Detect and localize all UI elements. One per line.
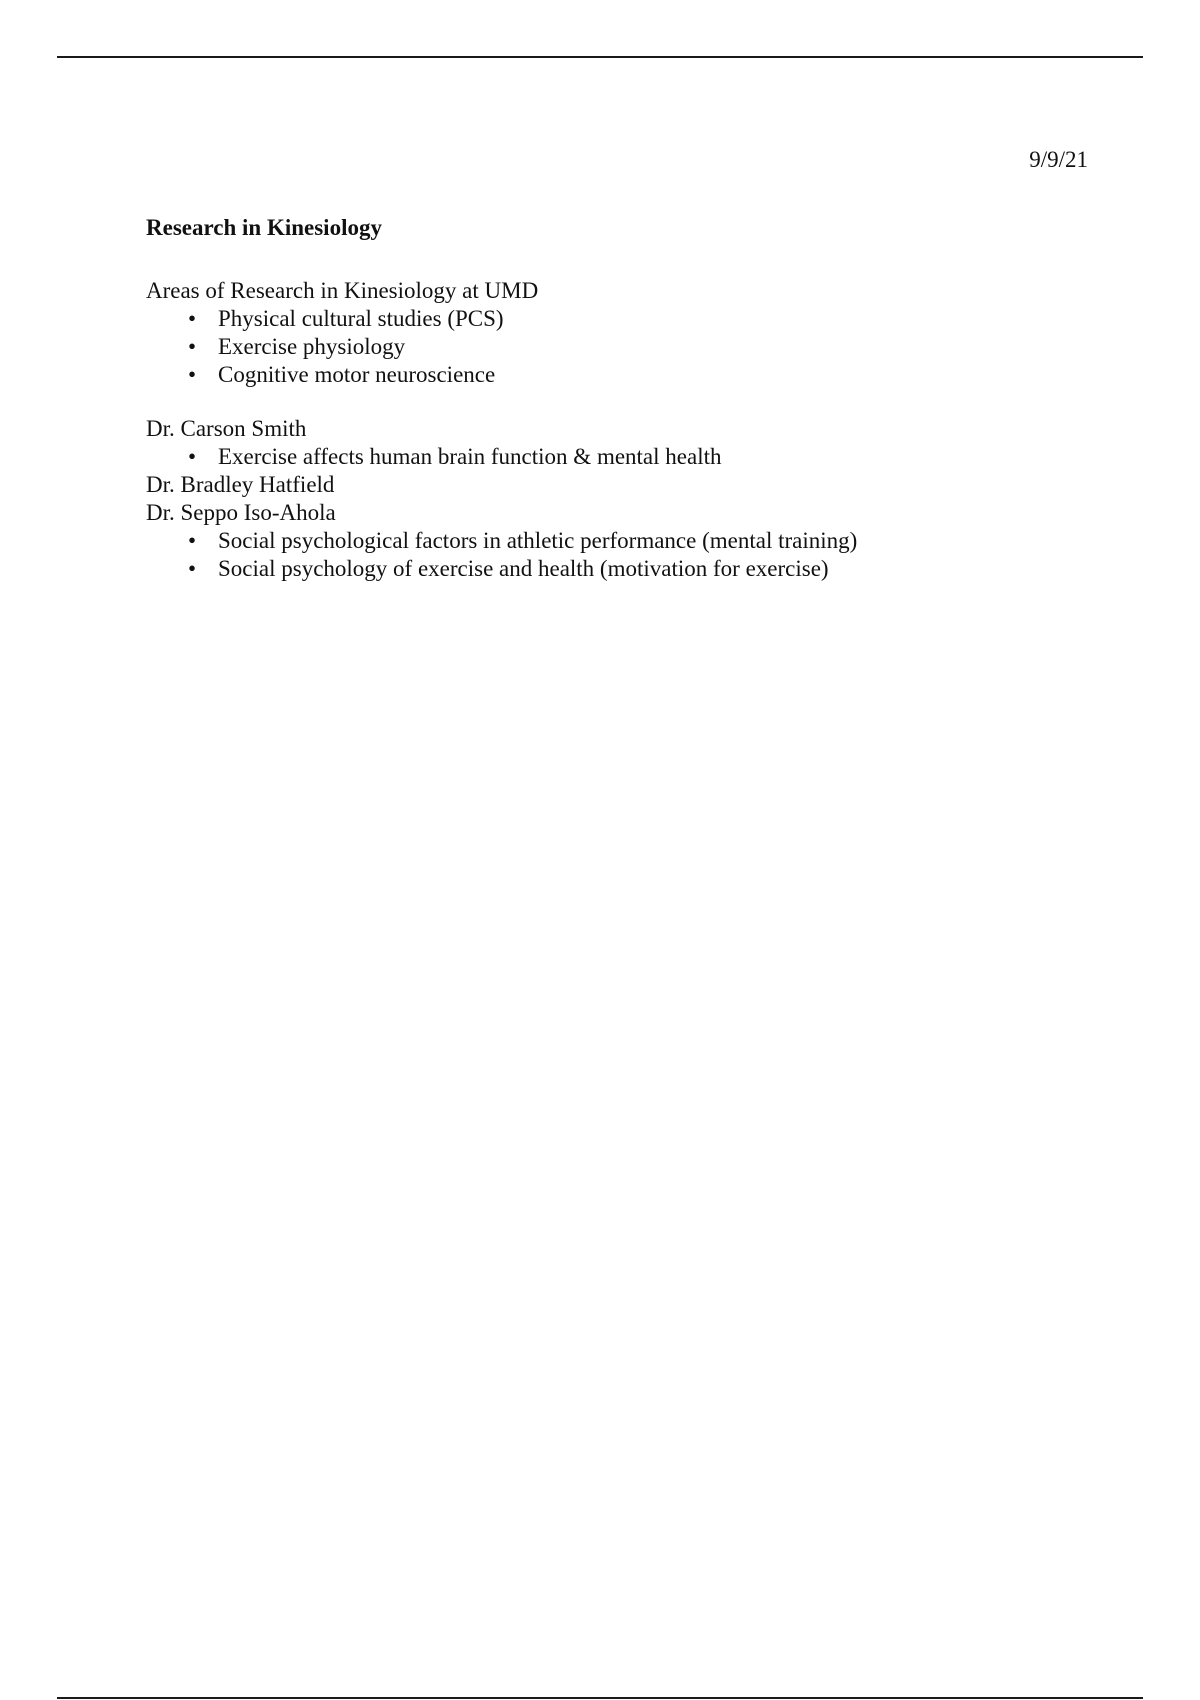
areas-heading: Areas of Research in Kinesiology at UMD	[146, 278, 539, 303]
areas-list	[146, 305, 1106, 389]
note-date: 9/9/21	[1029, 147, 1088, 172]
bullet-icon: •	[187, 556, 197, 581]
faculty-name: Dr. Bradley Hatfield	[146, 472, 335, 497]
bullet-icon: •	[187, 444, 197, 469]
faculty-notes	[146, 527, 1106, 583]
faculty-name: Dr. Carson Smith	[146, 416, 307, 441]
list-item: • Exercise affects human brain function & mental health	[146, 443, 1106, 471]
faculty-notes	[146, 443, 1106, 471]
footer-rule	[57, 1697, 1143, 1699]
bullet-icon: •	[187, 334, 197, 359]
list-item: • Physical cultural studies (PCS)	[146, 305, 1106, 333]
faculty-name: Dr. Seppo Iso-Ahola	[146, 500, 336, 525]
note-body	[146, 214, 1106, 583]
list-item: • Exercise physiology	[146, 333, 1106, 361]
list-item: • Cognitive motor neuroscience	[146, 361, 1106, 389]
header-rule	[57, 56, 1143, 58]
note-title: Research in Kinesiology	[146, 215, 382, 240]
bullet-icon: •	[187, 306, 197, 331]
bullet-icon: •	[187, 362, 197, 387]
faculty-section	[146, 415, 1106, 583]
list-item: • Social psychological factors in athletic performance (mental training)	[146, 527, 1106, 555]
bullet-icon: •	[187, 528, 197, 553]
list-item: • Social psychology of exercise and health (motivation for exercise)	[146, 555, 1106, 583]
